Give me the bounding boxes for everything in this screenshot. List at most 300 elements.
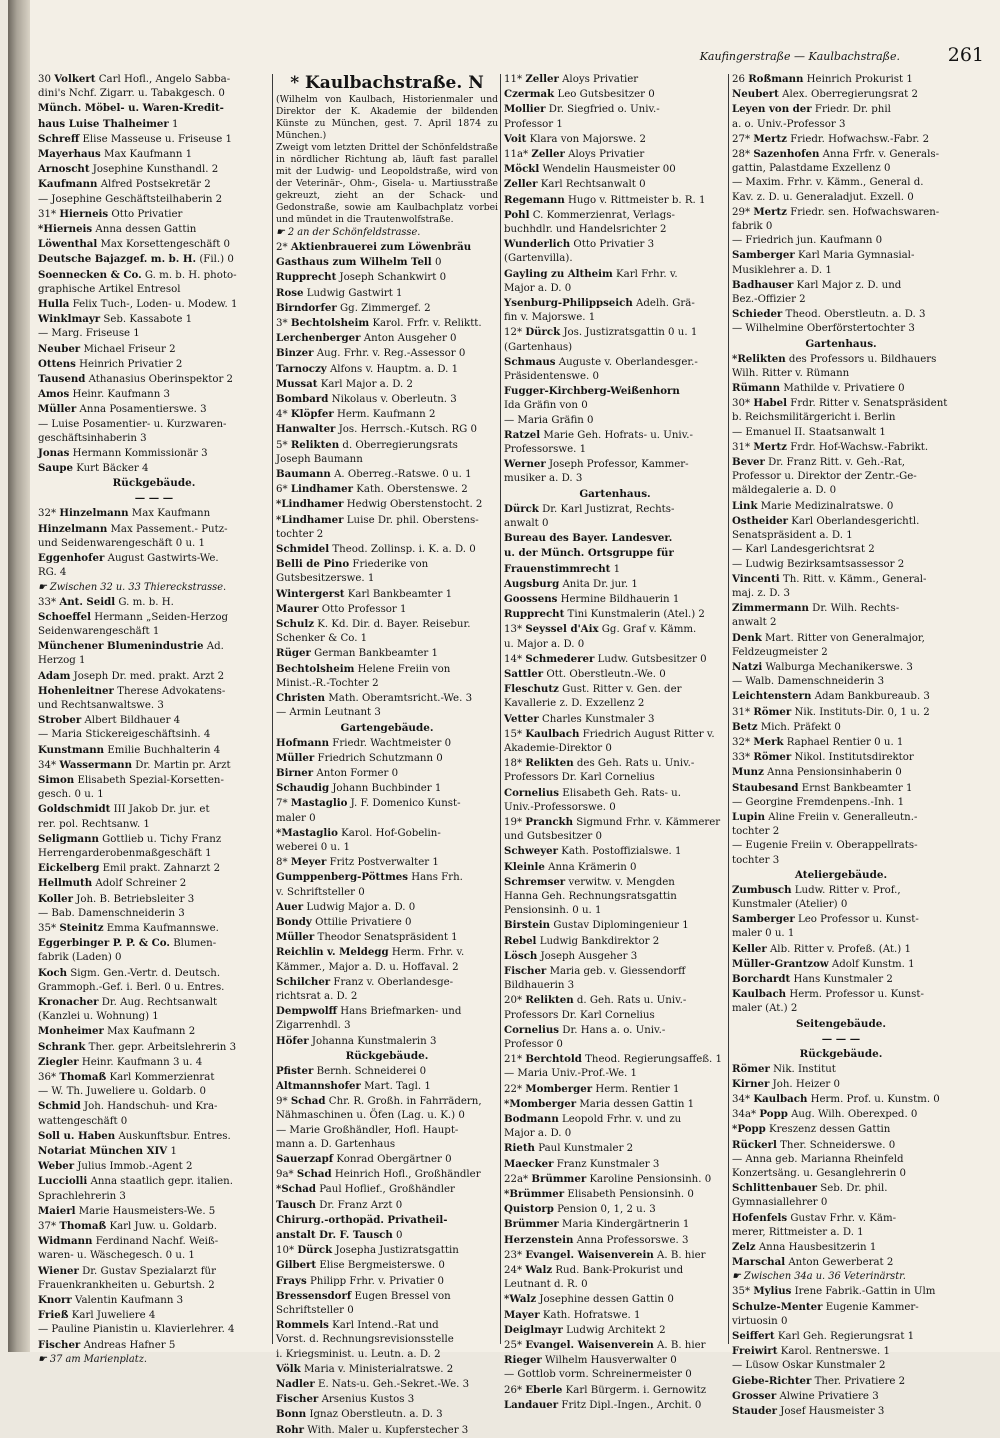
directory-entry	[732, 765, 950, 780]
resident-name: Denk	[732, 631, 762, 644]
directory-entry	[38, 1129, 270, 1144]
house-number: 33*	[732, 752, 751, 764]
resident-name: Rüger	[276, 647, 311, 660]
directory-entry	[732, 1344, 950, 1359]
directory-entry	[504, 712, 726, 727]
directory-entry	[732, 1107, 950, 1122]
resident-name: Mayer	[504, 1308, 540, 1321]
house-number: 28*	[732, 149, 751, 161]
entry-details: Elisabeth Geh. Rats- u.	[562, 787, 681, 799]
entry-details: Nik. Institut	[773, 1063, 836, 1075]
directory-entry	[276, 870, 498, 885]
house-number: 9a*	[276, 1169, 294, 1181]
entry-details: — Gottlob vorm. Schreinermeister 0	[504, 1369, 692, 1381]
directory-entry	[732, 927, 950, 941]
resident-name: Pranckh	[525, 815, 574, 828]
entry-details: Kreszenz dessen Gattin	[769, 1124, 891, 1136]
directory-entry	[276, 1333, 498, 1347]
resident-name: Dürck	[504, 502, 539, 515]
entry-details: Heinrich Prokurist 1	[806, 74, 913, 85]
directory-entry	[276, 453, 498, 467]
house-number: 22a*	[504, 1173, 529, 1185]
resident-name: Munz	[732, 766, 764, 779]
entry-details: Anna dessen Gattin	[95, 224, 197, 236]
entry-details: Wendelin Hausmeister 00	[542, 164, 676, 176]
house-number: 9*	[276, 1096, 288, 1108]
entry-details: Grammoph.-Gef. i. Berl. 0 u. Entres.	[38, 981, 225, 993]
house-number: 18*	[504, 758, 523, 770]
entry-details: Gg. Zimmergef. 2	[340, 302, 431, 314]
directory-entry	[732, 689, 950, 704]
resident-name: Frauenstimmrecht	[504, 562, 611, 575]
entry-details: — Maria Gräfin 0	[504, 414, 594, 426]
directory-entry	[732, 587, 950, 601]
entry-details: Professors Dr. Karl Cornelius	[504, 1009, 655, 1021]
entry-details: mann a. D. Gartenhaus	[276, 1138, 396, 1150]
directory-entry	[38, 1099, 270, 1114]
house-number: 34*	[38, 759, 57, 771]
entry-details: Charles Kunstmaler 3	[541, 713, 655, 725]
section-heading: Seitengebäude.	[796, 1017, 886, 1030]
resident-name: Mastaglio	[290, 797, 348, 810]
directory-entry	[38, 684, 270, 699]
entry-details: Jos. Justizratsgattin 0 u. 1	[563, 327, 698, 339]
entry-details: Hermann „Seiden-Herzog	[94, 611, 228, 623]
directory-entry	[504, 844, 726, 859]
entry-details: Jos. Herrsch.-Kutsch. RG 0	[338, 424, 477, 436]
directory-entry	[732, 102, 950, 117]
directory-entry	[276, 1348, 498, 1362]
directory-entry	[276, 513, 498, 528]
directory-entry	[504, 132, 726, 147]
directory-entry	[504, 667, 726, 682]
directory-entry	[38, 522, 270, 537]
directory-entry	[38, 1338, 270, 1353]
entry-details: Frauenkrankheiten u. Geburtsh. 2	[38, 1279, 215, 1291]
entry-details: Kurt Bäcker 4	[76, 463, 149, 475]
entry-details: Gg. Graf v. Kämm.	[601, 624, 697, 636]
resident-name: Schad	[296, 1168, 332, 1181]
directory-entry	[504, 1248, 726, 1263]
directory-entry	[276, 781, 498, 796]
directory-entry	[276, 1152, 498, 1167]
entry-details: Aug. Frhr. v. Reg.-Assessor 0	[316, 348, 466, 360]
directory-entry	[504, 355, 726, 370]
directory-entry	[38, 222, 270, 237]
directory-entry	[276, 346, 498, 361]
directory-entry	[732, 972, 950, 987]
directory-entry	[38, 1293, 270, 1308]
directory-entry	[732, 631, 950, 646]
entry-details: A. B. hier	[657, 1249, 706, 1261]
directory-entry	[504, 1338, 726, 1353]
resident-name: Marschal	[732, 1256, 786, 1269]
directory-entry	[732, 118, 950, 132]
entry-details: Kath. Oberstenswe. 2	[356, 484, 468, 496]
resident-name: Kirner	[732, 1077, 770, 1090]
directory-entry	[276, 587, 498, 602]
resident-name: Bever	[732, 456, 765, 469]
entry-details: — Anna geb. Marianna Rheinfeld	[732, 1153, 904, 1165]
resident-name: Bressensdorf	[276, 1289, 352, 1302]
directory-entry	[38, 418, 270, 432]
directory-entry	[38, 1279, 270, 1293]
entry-details: Heinr. Kaufmann 3	[72, 389, 171, 401]
entry-details: Valentin Kaufmann 3	[75, 1295, 184, 1307]
directory-entry	[38, 117, 270, 132]
entry-details: Dr. Hans a. o. Univ.-	[562, 1024, 666, 1036]
entry-details: Alex. Oberregierungsrat 2	[782, 89, 918, 101]
resident-name: Bonn	[276, 1408, 307, 1421]
column-1	[38, 72, 270, 1365]
entry-details: Wilhelm Hausverwalter 0	[545, 1355, 677, 1367]
resident-name: Wiener	[38, 1264, 79, 1277]
entry-details: Walburga Mechanikerswe. 3	[765, 661, 913, 673]
resident-name: Zelz	[732, 1241, 756, 1254]
directory-entry	[276, 602, 498, 617]
resident-name: Zeller	[525, 73, 559, 85]
directory-entry	[732, 396, 950, 411]
entry-details: Emma Kaufmannswe.	[106, 922, 219, 934]
resident-name: Müller-Grantzow	[732, 957, 829, 970]
directory-entry	[38, 461, 270, 476]
directory-entry	[276, 1019, 498, 1033]
resident-name: Tausch	[276, 1198, 316, 1211]
directory-entry	[38, 372, 270, 387]
directory-entry	[276, 930, 498, 945]
entry-details: Bez.-Offizier 2	[732, 294, 806, 306]
entry-details: Rud. Bank-Prokurist und	[555, 1265, 684, 1277]
directory-entry	[276, 1124, 498, 1138]
resident-name: Zimmermann	[732, 602, 809, 615]
entry-details: — Maria Stickereigeschäftsinh. 4	[38, 729, 211, 741]
resident-name: Römer	[753, 705, 792, 718]
entry-details: Seidenwarengeschäft 1	[38, 625, 160, 637]
directory-entry	[732, 616, 950, 630]
resident-name: Vincenti	[732, 572, 780, 585]
resident-name: Hofenfels	[732, 1211, 788, 1224]
entry-details: Dr. Franz Arzt 0	[319, 1199, 403, 1211]
directory-entry	[732, 426, 950, 440]
entry-details: Karl Maria Gymnasial-	[797, 250, 915, 262]
entry-details: Theod. Regierungsaffeß. 1	[585, 1054, 723, 1066]
directory-entry	[276, 1064, 498, 1079]
entry-details: Friedr. sen. Hofwachswaren-	[790, 206, 940, 218]
resident-name: *Walz	[504, 1293, 537, 1306]
directory-entry	[38, 402, 270, 417]
entry-details: fabrik (Laden) 0	[38, 952, 122, 964]
entry-details: Elisabeth Spezial-Korsetten-	[77, 774, 224, 786]
directory-entry	[732, 987, 950, 1002]
directory-entry	[276, 467, 498, 482]
directory-entry	[38, 743, 270, 758]
entry-details: — Wilhelmine Oberförstertochter 3	[732, 323, 915, 335]
resident-name: Kaufmann	[38, 178, 98, 191]
resident-name: Zeller	[531, 148, 565, 161]
directory-entry	[276, 572, 498, 586]
directory-entry	[38, 861, 270, 876]
entry-details: Joh. Handschuh- und Kra-	[84, 1101, 218, 1113]
entry-details: — Walb. Damenschneiderin 3	[732, 676, 885, 688]
directory-entry	[38, 1323, 270, 1337]
entry-details: 0	[434, 257, 442, 269]
directory-page	[8, 0, 1000, 1436]
entry-details: Adolf Kunstm. 1	[831, 958, 915, 970]
entry-details: Ludwig Major a. D. 0	[306, 901, 416, 913]
entry-details: Ernst Bankbeamter 1	[801, 782, 913, 794]
directory-entry	[732, 1389, 950, 1404]
resident-name: Hohenleitner	[38, 684, 114, 697]
directory-entry	[276, 706, 498, 720]
resident-name: Evangel. Waisenverein	[525, 1339, 654, 1352]
resident-name: Mylius	[753, 1285, 792, 1298]
directory-entry	[504, 399, 726, 413]
directory-entry	[732, 248, 950, 263]
directory-entry	[276, 677, 498, 691]
directory-entry	[276, 497, 498, 512]
entry-details: weberei 0 u. 1	[276, 841, 350, 853]
entry-details: geschäftsinhaberin 3	[38, 432, 147, 444]
resident-name: Jonas	[38, 447, 70, 460]
entry-details: tochter 2	[732, 826, 780, 838]
entry-details: Friedrich August Ritter v.	[582, 728, 715, 740]
street-description: (Wilhelm von Kaulbach, Historienmaler und Direktor der K. Akademie der bildenden Künste zu München, gest. 7. April 1874 zu München.)	[276, 94, 498, 141]
column-4	[732, 72, 950, 1418]
resident-name: *Schad	[276, 1183, 317, 1196]
directory-entry	[276, 392, 498, 407]
entry-details: — Armin Leutnant 3	[276, 707, 381, 719]
entry-details: — Ludwig Bezirksamtsassessor 2	[732, 558, 905, 570]
entry-details: Sigm. Gen.-Vertr. d. Deutsch.	[70, 967, 221, 979]
entry-details: Anna Posamentierswe. 3	[79, 404, 207, 416]
house-number: 6*	[276, 484, 288, 496]
resident-name: Dempwolff	[276, 1005, 338, 1018]
street-title: * Kaulbachstraße. N	[290, 73, 484, 93]
directory-entry	[276, 1318, 498, 1333]
resident-name: Link	[732, 499, 758, 512]
resident-name: Relikten	[525, 994, 574, 1007]
resident-name: *Brümmer	[504, 1188, 565, 1201]
directory-entry	[38, 610, 270, 625]
resident-name: Relikten	[525, 757, 574, 770]
directory-entry	[732, 839, 950, 853]
entry-details: — Karl Landesgerichtsrat 2	[732, 544, 875, 556]
directory-entry	[732, 1404, 950, 1419]
entry-details: Gutsbesitzerswe. 1	[276, 573, 375, 585]
entry-details: J. F. Domenico Kunst-	[350, 798, 461, 810]
directory-entry	[504, 562, 726, 577]
entry-details: Josephine dessen Gattin 0	[539, 1294, 674, 1306]
entry-details: — Friedrich jun. Kaufmann 0	[732, 235, 883, 247]
resident-name: Strober	[38, 714, 82, 727]
house-number: 19*	[504, 816, 523, 828]
resident-name: Habel	[753, 397, 788, 410]
directory-entry	[276, 1362, 498, 1377]
resident-name: Neubert	[732, 88, 779, 101]
directory-entry	[38, 832, 270, 847]
resident-name: Schulz	[276, 618, 315, 631]
directory-entry	[276, 1213, 498, 1228]
entry-details: musiker a. D. 3	[504, 473, 583, 485]
directory-entry	[732, 440, 950, 455]
resident-name: Sazenhofen	[753, 148, 820, 161]
directory-entry	[504, 949, 726, 964]
directory-entry	[732, 735, 950, 750]
directory-entry	[38, 446, 270, 461]
resident-name: Maierl	[38, 1204, 76, 1217]
resident-name: Ottens	[38, 357, 76, 370]
entry-details: Franz v. Oberlandesge-	[333, 976, 454, 988]
entry-details: Joseph Baumann	[276, 453, 363, 465]
directory-entry	[732, 601, 950, 616]
entry-details: und Rechtsanwaltswe. 3	[38, 699, 164, 711]
entry-details: Alwine Privatiere 3	[779, 1390, 879, 1402]
resident-name: Tarnoczy	[276, 362, 327, 375]
entry-details: (Gartenhaus)	[504, 341, 573, 353]
directory-entry	[504, 282, 726, 296]
house-number: 34a*	[732, 1109, 757, 1121]
directory-entry	[732, 558, 950, 572]
directory-entry	[504, 801, 726, 815]
resident-name: Altmannshofer	[276, 1079, 361, 1092]
resident-name: Gumppenberg-Pöttmes	[276, 871, 408, 884]
directory-entry	[38, 654, 270, 668]
resident-name: Münch. Möbel- u. Waren-Kredit-	[38, 102, 224, 115]
directory-entry	[276, 1034, 498, 1049]
directory-entry	[276, 646, 498, 661]
resident-name: Goldschmidt	[38, 803, 111, 816]
cross-street-note: ☛ 2 an der Schönfeldstrasse.	[276, 227, 421, 238]
resident-name: Auer	[276, 900, 304, 913]
resident-name: Pfister	[276, 1064, 314, 1077]
entry-details: Professors Dr. Karl Cornelius	[504, 772, 655, 784]
resident-name: Quistorp	[504, 1203, 554, 1216]
entry-details: K. Kd. Dir. d. Bayer. Reisebur.	[317, 619, 471, 631]
directory-entry	[38, 506, 270, 521]
directory-entry	[504, 638, 726, 652]
house-number: 11*	[504, 74, 523, 85]
entry-details: Ludw. Ritter v. Prof.,	[794, 884, 901, 896]
directory-entry	[732, 293, 950, 307]
resident-name: Münchener Blumenindustrie	[38, 640, 204, 653]
directory-entry	[732, 1196, 950, 1210]
entry-details: und Gutsbesitzer 0	[504, 831, 603, 843]
entry-details: Karl Frhr. v.	[616, 268, 678, 280]
entry-details: Luise Dr. phil. Oberstens-	[346, 514, 479, 526]
resident-name: Lucciolli	[38, 1175, 88, 1188]
resident-name: Koch	[38, 966, 68, 979]
entry-details: Feldzeugmeister 2	[732, 646, 828, 658]
section-heading: Gartenhaus.	[579, 487, 651, 500]
resident-name: Brümmer	[531, 1172, 587, 1185]
entry-details: Ludw. Gutsbesitzer 0	[597, 653, 707, 665]
entry-details: Philipp Frhr. v. Privatier 0	[309, 1275, 444, 1287]
running-title: Kaufingerstraße — Kaulbachstraße.	[699, 50, 900, 63]
directory-entry	[276, 990, 498, 1004]
resident-name: Birndorfer	[276, 301, 337, 314]
entry-details: Bildhauerin 3	[504, 980, 575, 992]
resident-name: Cornelius	[504, 786, 560, 799]
resident-name: Soll u. Haben	[38, 1129, 116, 1142]
entry-details: wattengeschäft 0	[38, 1115, 128, 1127]
directory-entry	[38, 283, 270, 297]
entry-details: Seb. Kassabote 1	[103, 314, 193, 326]
resident-name: Evangel. Waisenverein	[525, 1248, 654, 1261]
entry-details: Max Kaufmann 1	[104, 149, 193, 161]
entry-details: Hermine Bildhauerin 1	[560, 593, 680, 605]
house-number: 36*	[38, 1072, 57, 1083]
entry-details: Auguste v. Oberlandesger.-	[558, 356, 698, 368]
entry-details: Alfons v. Hauptm. a. D. 1	[329, 363, 459, 375]
directory-entry	[504, 1323, 726, 1338]
resident-name: Mertz	[753, 440, 787, 453]
entry-details: A. B. hier	[657, 1340, 706, 1352]
entry-details: Dr. Gustav Spezialarzt für	[82, 1265, 216, 1277]
entry-details: Karol. Frfr. v. Reliktt.	[372, 318, 482, 330]
directory-entry	[504, 296, 726, 311]
resident-name: Betz	[732, 720, 758, 733]
directory-entry	[732, 529, 950, 543]
directory-entry	[38, 132, 270, 147]
entry-details: Wilh. Ritter v. Rümann	[732, 367, 850, 379]
entry-details: Herzog 1	[38, 655, 86, 667]
entry-details: — W. Th. Juweliere u. Goldarb. 0	[38, 1086, 207, 1098]
entry-details: C. Kommerzienrat, Verlags-	[532, 209, 675, 221]
directory-entry	[276, 1258, 498, 1273]
resident-name: Hinzelmann	[59, 507, 129, 520]
resident-name: Löwenthal	[38, 238, 98, 251]
house-number: 29*	[732, 206, 751, 218]
entry-details: A. Oberreg.-Ratswe. 0 u. 1	[334, 469, 472, 481]
resident-name: Hulla	[38, 298, 70, 311]
directory-entry	[504, 1383, 726, 1398]
resident-name: Momberger	[525, 1082, 593, 1095]
entry-details: Ottilie Privatiere 0	[315, 916, 412, 928]
directory-entry	[504, 1278, 726, 1292]
house-number: 31*	[732, 706, 751, 718]
house-number: 34*	[732, 1094, 751, 1105]
resident-name: Schmaus	[504, 355, 556, 368]
resident-name: Höfer	[276, 1034, 309, 1047]
resident-name: Dürck	[525, 326, 561, 339]
house-number: 32*	[732, 736, 751, 748]
entry-details: Paul Hoflief., Großhändler	[319, 1184, 455, 1196]
directory-entry	[276, 826, 498, 841]
entry-details: Emilie Buchhalterin 4	[107, 744, 221, 756]
entry-details: Ferdinand Nachf. Weiß-	[95, 1236, 219, 1248]
directory-entry	[38, 162, 270, 177]
resident-name: *Lindhamer	[276, 498, 344, 511]
entry-details: Chr. R. Großh. in Fahrrädern,	[328, 1096, 482, 1108]
entry-details: Elise Bergmeisterswe. 0	[319, 1260, 445, 1272]
resident-name: Müller	[276, 931, 315, 944]
directory-entry	[276, 316, 498, 331]
resident-name: Soennecken & Co.	[38, 268, 142, 281]
resident-name: Chirurg.-orthopäd. Privatheil-	[276, 1213, 448, 1226]
directory-entry	[504, 162, 726, 177]
section-heading: — — —	[134, 492, 174, 505]
entry-details: Adolf Schreiner 2	[95, 878, 187, 890]
resident-name: Kronacher	[38, 995, 99, 1008]
entry-details: Herm. Rentier 1	[595, 1083, 680, 1095]
resident-name: Maecker	[504, 1157, 554, 1170]
resident-name: Widmann	[38, 1235, 93, 1248]
resident-name: Meyer	[290, 856, 327, 869]
entry-details: Schenker & Co. 1	[276, 633, 368, 645]
directory-entry	[276, 331, 498, 346]
entry-details: Karl Kommerzienrat	[109, 1072, 215, 1083]
entry-details: Aug. Wilh. Oberexped. 0	[791, 1109, 918, 1121]
